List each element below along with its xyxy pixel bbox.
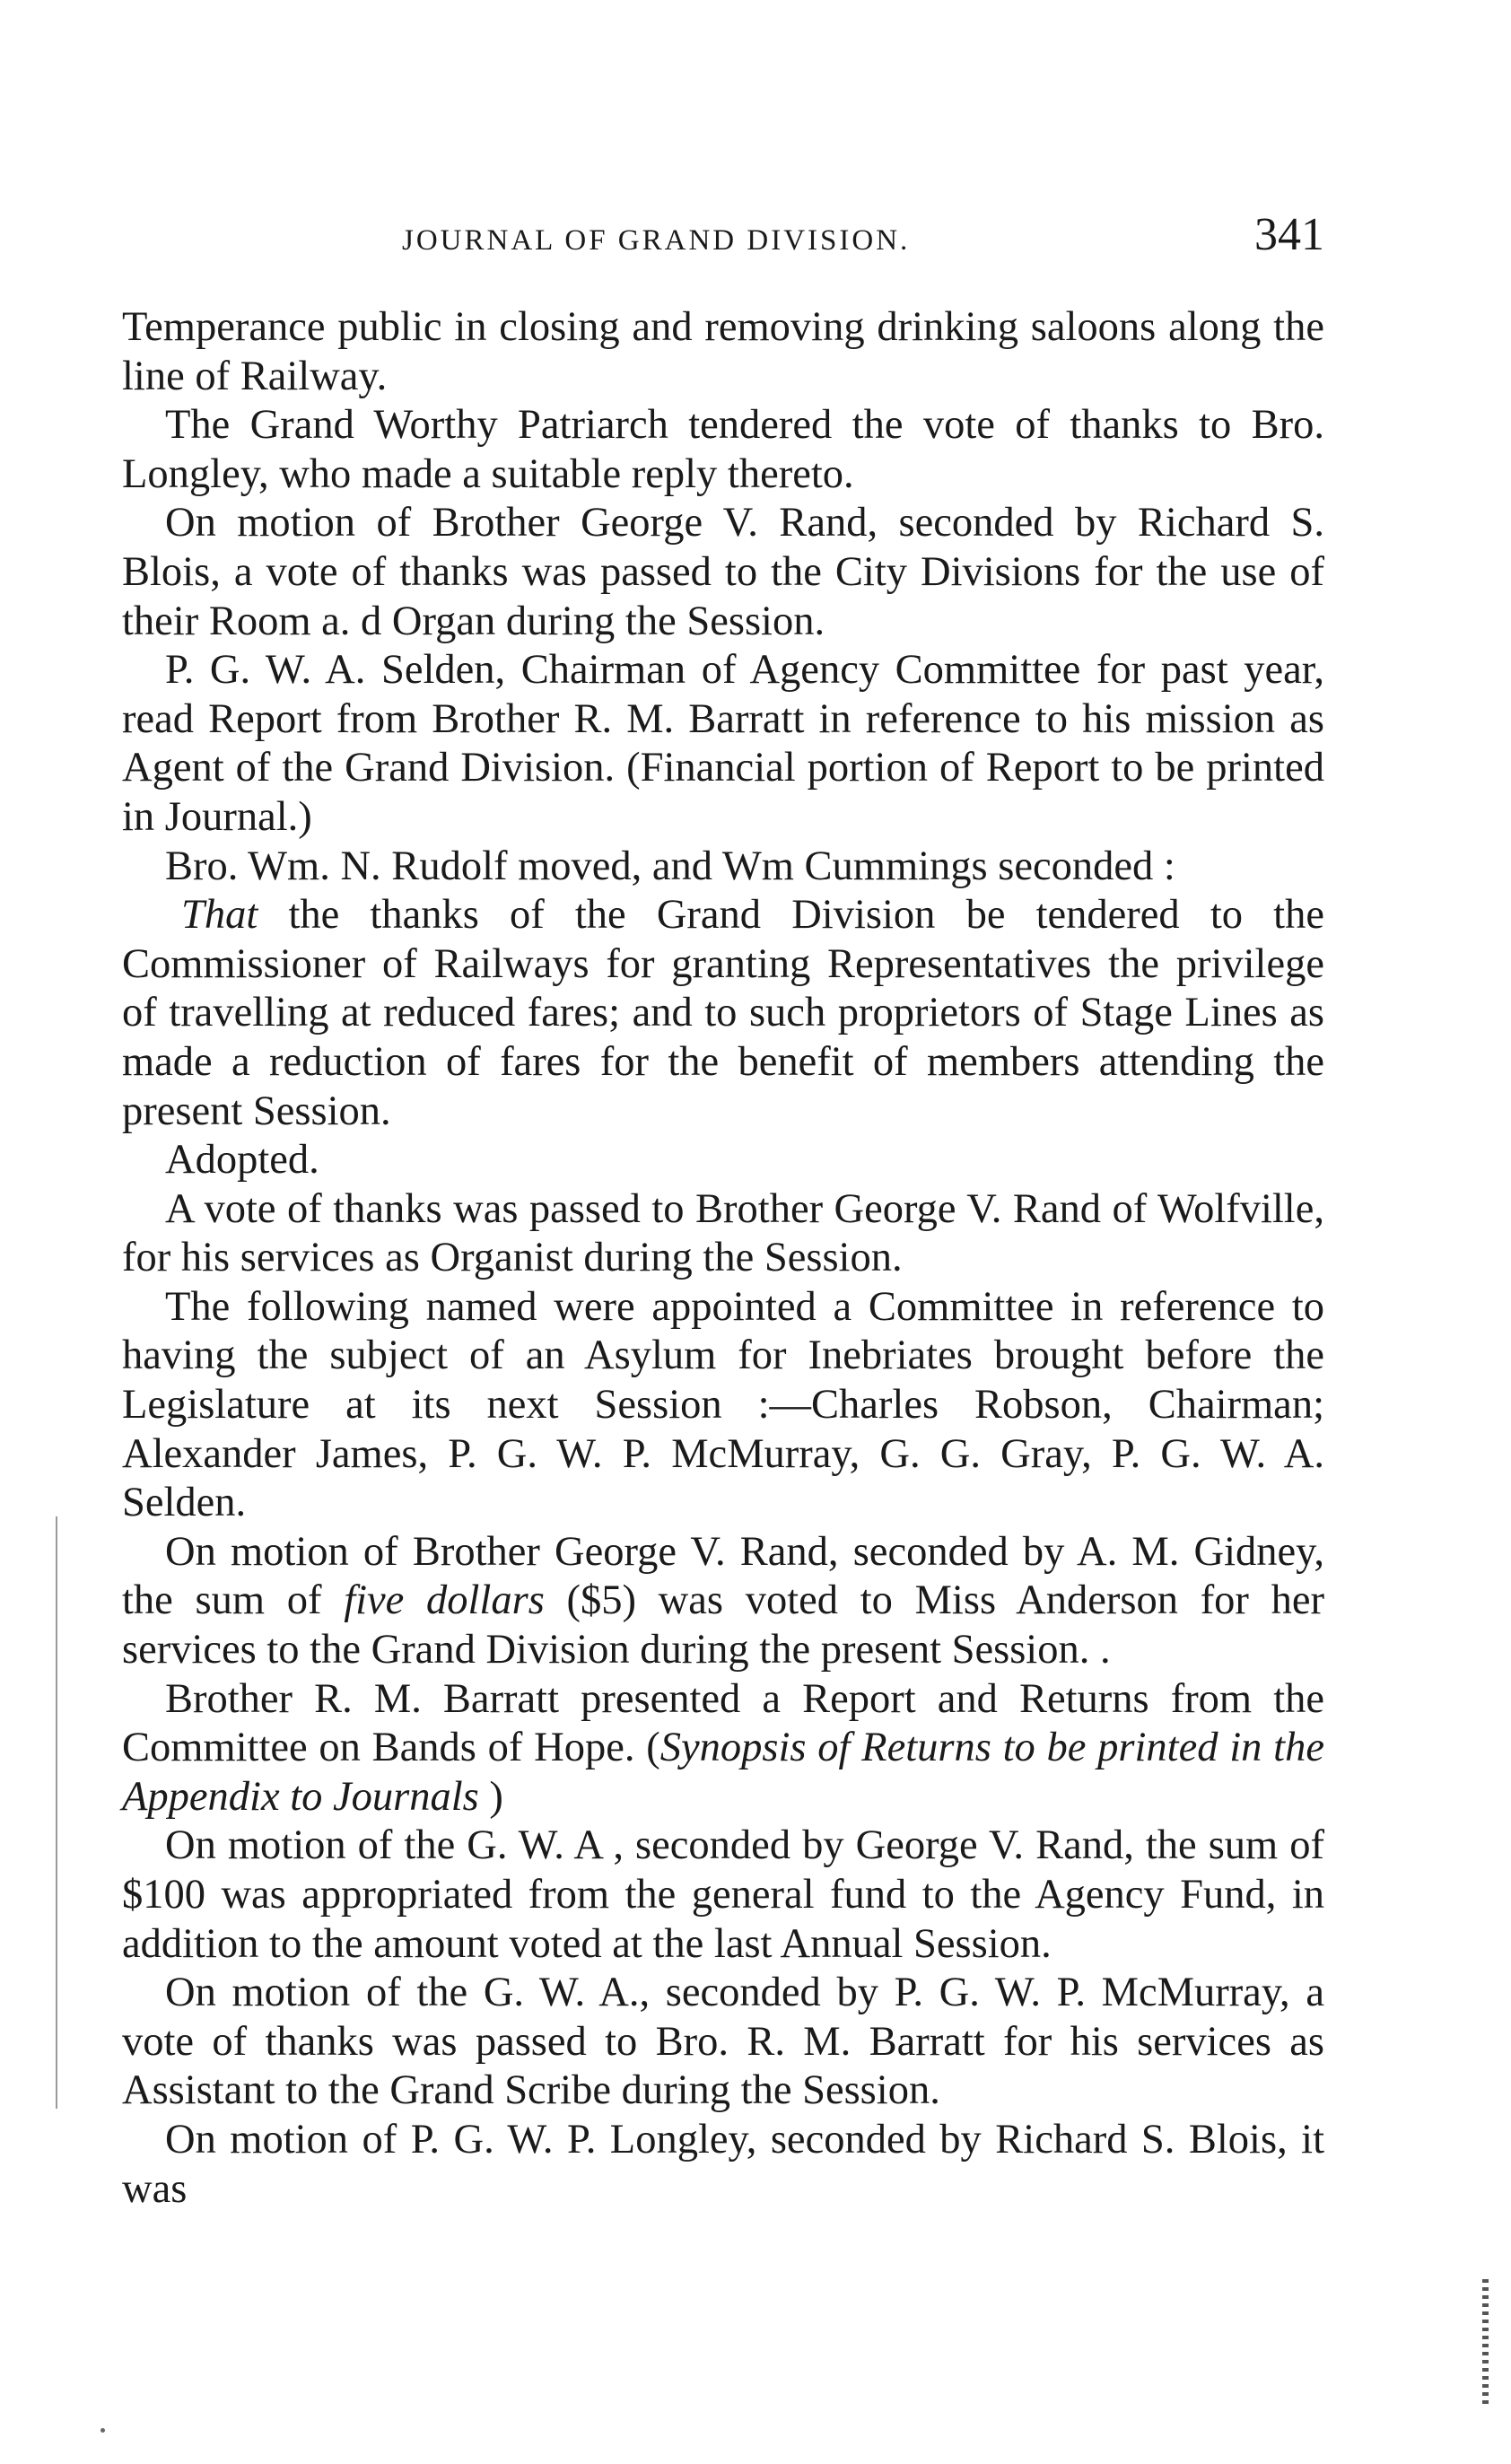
anderson-text-a: On motion of Brother George V. Rand, seconded by A. M. Gidney, the sum of xyxy=(122,1528,1324,1624)
page-header xyxy=(122,208,1324,271)
paragraph-organist-thanks: A vote of thanks was passed to Brother George V. Rand of Wolfville, for his services as Organist during the Session. xyxy=(122,1185,1324,1281)
page-edge-mark xyxy=(1482,2279,1489,2405)
paragraph-saloons-continuation: Temperance public in closing and removing drinking saloons along the line of Railway. xyxy=(122,304,1324,399)
paragraph-agency-report: P. G. W. A. Selden, Chairman of Agency Committee for past year, read Report from Brother R. M. Barratt in reference to his mission as Agent of the Grand Division. (Financial portion of Report to be printed in Journal.) xyxy=(122,647,1324,840)
paragraph-longley-motion: On motion of P. G. W. P. Longley, seconded by Richard S. Blois, it was xyxy=(122,2116,1324,2212)
page-number: 341 xyxy=(1254,209,1324,260)
resolution-text: the thanks of the Grand Division be tendered to the Commissioner of Railways for granting Representatives the privilege of travelling at reduced fares; and to such proprietors of Stage Lines as made a reduction of fares for the benefit of members attending the present Session. xyxy=(122,892,1324,1134)
paragraph-rudolf-motion: Bro. Wm. N. Rudolf moved, and Wm Cummings seconded : xyxy=(165,843,1175,889)
running-head: JOURNAL OF GRAND DIVISION. xyxy=(402,224,911,257)
margin-rule xyxy=(56,1516,57,2109)
resolution-that: That xyxy=(181,892,258,939)
bands-text-b: ) xyxy=(478,1773,503,1820)
paragraph-city-divisions-thanks: On motion of Brother George V. Rand, seconded by Richard S. Blois, a vote of thanks was passed to the City Divisions for the use of their Room a. d Organ during the Session. xyxy=(122,500,1324,644)
five-dollars-italic: five dollars xyxy=(344,1577,545,1624)
journal-body xyxy=(122,303,1324,2214)
paragraph-asylum-committee: The following named were appointed a Committee in reference to having the subject of an Asylum for Inebriates brought before the Legislature at its next Session :—Charles Robson, Chairman; Alexander James, P. G. W. P. McMurray, G. G. Gray, P. G. W. A. Selden. xyxy=(122,1283,1324,1526)
synopsis-italic: Synopsis of Returns to be printed in the Appendix to Journals xyxy=(122,1725,1324,1820)
paragraph-barratt-thanks: On motion of the G. W. A., seconded by P. G. W. P. McMurray, a vote of thanks was passed to Bro. R. M. Barratt for his services as Assistant to the Grand Scribe during the Session. xyxy=(122,1970,1324,2114)
anderson-text-b: ($5) was voted to Miss Anderson for her services to the Grand Division during the present Session. . xyxy=(122,1577,1324,1673)
paragraph-miss-anderson-vote xyxy=(122,1528,1324,1675)
paragraph-agency-fund: On motion of the G. W. A , seconded by George V. Rand, the sum of $100 was appropriated from the general fund to the Agency Fund, in addition to the amount voted at the last Annual Session. xyxy=(122,1822,1324,1967)
paragraph-resolution-railways xyxy=(122,891,1324,1136)
paragraph-bands-of-hope xyxy=(122,1675,1324,1822)
paragraph-vote-of-thanks-longley: The Grand Worthy Patriarch tendered the vote of thanks to Bro. Longley, who made a suitable reply thereto. xyxy=(122,402,1324,497)
bands-text-a: Brother R. M. Barratt presented a Report and Returns from the Committee on Bands of Hope. ( xyxy=(122,1675,1324,1771)
stray-ink-dot xyxy=(100,2428,105,2433)
paragraph-adopted: Adopted. xyxy=(165,1137,319,1184)
